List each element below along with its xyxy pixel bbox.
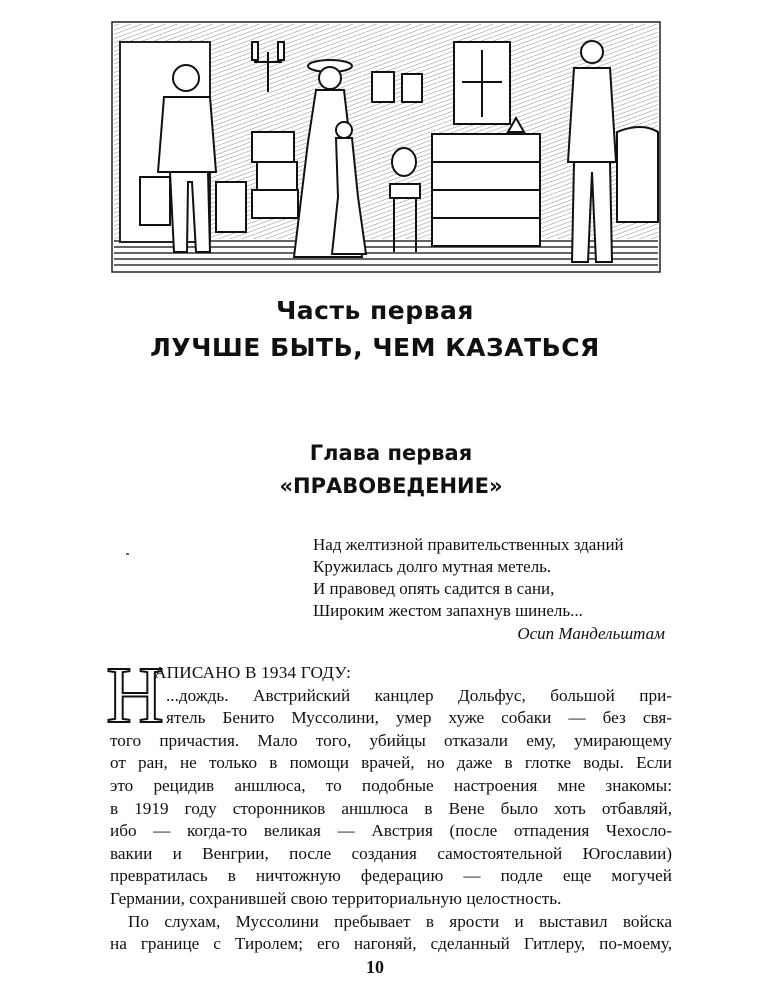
- body-line: того причастия. Мало того, убийцы отказали ему, умирающему: [110, 730, 672, 750]
- body-line: ятель Бенито Муссолини, умер хуже собаки — без свя-: [166, 708, 672, 728]
- epigraph-line: Кружилась долго мутная метель.: [313, 557, 552, 576]
- body-line: АПИСАНО В 1934 ГОДУ:: [154, 663, 352, 682]
- body-text: [110, 662, 672, 956]
- body-line: в 1919 году сторонников аншлюса в Вене было хоть отбавляй,: [110, 798, 672, 818]
- body-line: это рецидив аншлюса, то подобные настроения мне знакомы:: [110, 775, 672, 795]
- epigraph: [313, 534, 673, 645]
- body-line: ...дождь. Австрийский канцлер Дольфус, большой при-: [166, 685, 672, 705]
- part-label: Часть первая: [276, 296, 474, 325]
- chapter-illustration: [112, 22, 660, 272]
- body-line: По слухам, Муссолини пребывает в ярости и выставил войска: [128, 911, 672, 931]
- page-number: 10: [366, 957, 384, 977]
- body-line: Германии, сохранившей свою территориальную целостность.: [110, 888, 562, 908]
- epigraph-line: Над желтизной правительственных зданий: [313, 535, 624, 554]
- chapter-label: Глава первая: [309, 441, 473, 465]
- epigraph-line: И правовед опять садится в сани,: [313, 579, 555, 598]
- epigraph-author: Осип Мандельштам: [517, 624, 665, 643]
- body-line: ибо — когда-то великая — Австрия (после отпадения Чехосло-: [110, 821, 672, 841]
- stray-mark: [126, 553, 129, 555]
- body-line: на границе с Тиролем; его нагоняй, сделанный Гитлеру, по-моему,: [110, 934, 672, 954]
- svg-text:Н: Н: [106, 652, 164, 740]
- chapter-title: «ПРАВОВЕДЕНИЕ»: [279, 474, 503, 498]
- epigraph-line: Широким жестом запахнув шинель...: [313, 601, 583, 620]
- body-line: вакии и Венгрии, после создания самостоятельной Югославии): [110, 843, 672, 863]
- body-line: превратилась в ничтожную федерацию — подле еще могучей: [110, 866, 672, 886]
- part-title: ЛУЧШЕ БЫТЬ, ЧЕМ КАЗАТЬСЯ: [150, 333, 600, 362]
- body-line: от ран, не только в помощи врачей, но даже в глотке воды. Если: [110, 753, 672, 773]
